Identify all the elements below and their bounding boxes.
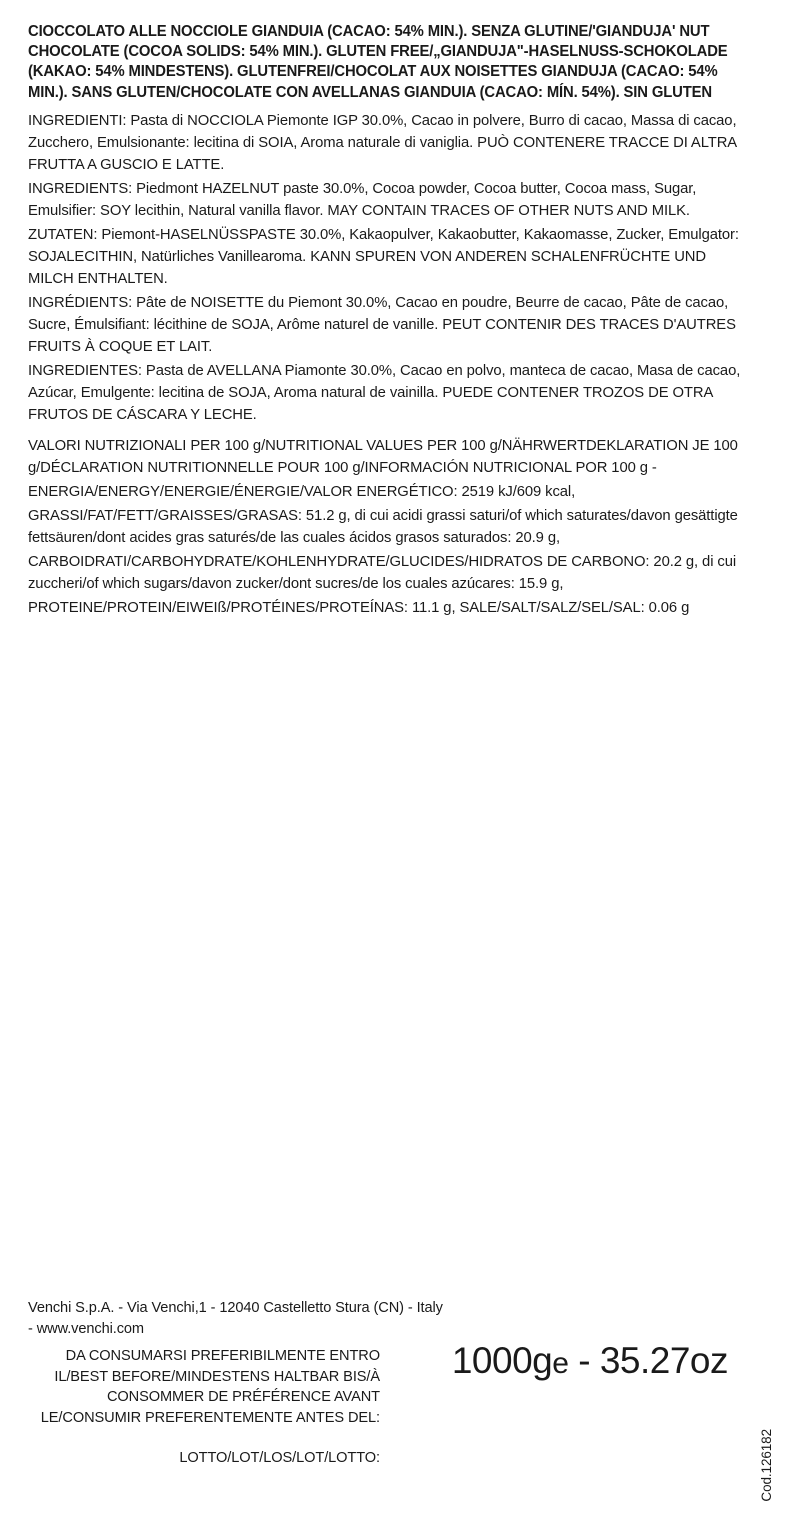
- ingredients-de: ZUTATEN: Piemont-HASELNÜSSPASTE 30.0%, Kakaopulver, Kakaobutter, Kakaomasse, Zucker, Emulgator: SOJALECITHIN, Natürliches Vanillearoma. KANN SPUREN VON ANDEREN SCHALENFRÜCHTE UND MILCH ENTHALTEN.: [28, 225, 739, 287]
- best-before-text: DA CONSUMARSI PREFERIBILMENTE ENTRO IL/BEST BEFORE/MINDESTENS HALTBAR BIS/À CONSOMMER DE PRÉFÉRENCE AVANT LE/CONSUMIR PREFERENTEMENTE ANTES DEL:: [40, 1348, 380, 1427]
- ingredients-it: INGREDIENTI: Pasta di NOCCIOLA Piemonte IGP 30.0%, Cacao in polvere, Burro di cacao, Massa di cacao, Zucchero, Emulsionante: lecitina di SOIA, Aroma naturale di vaniglia. PUÒ CONTENERE TRACCE DI ALTRA FRUTTA A GUSCIO E LATTE.: [28, 111, 737, 173]
- net-weight-grams: 1000g: [451, 1340, 553, 1381]
- ingredients-section: [28, 110, 770, 426]
- nutrition-energy: ENERGIA/ENERGY/ENERGIE/ÉNERGIE/VALOR ENERGÉTICO: 2519 kJ/609 kcal,: [28, 483, 576, 501]
- nutrition-carbohydrate: CARBOIDRATI/CARBOHYDRATE/KOHLENHYDRATE/GLUCIDES/HIDRATOS DE CARBONO: 20.2 g, di cui zuccheri/of which sugars/davon zucker/dont sucres/de los cuales azúcares: 15.9 g,: [28, 553, 737, 593]
- nutrition-heading: VALORI NUTRIZIONALI PER 100 g/NUTRITIONAL VALUES PER 100 g/NÄHRWERTDEKLARATION JE 100 g/DÉCLARATION NUTRITIONNELLE POUR 100 g/INFORMACIÓN NUTRICIONAL POR 100 g -: [28, 437, 738, 477]
- nutrition-protein-salt: PROTEINE/PROTEIN/EIWEIß/PROTÉINES/PROTEÍNAS: 11.1 g, SALE/SALT/SALZ/SEL/SAL: 0.06 g: [28, 599, 690, 617]
- product-code: Cod.126182: [759, 1429, 774, 1502]
- ingredients-en: INGREDIENTS: Piedmont HAZELNUT paste 30.0%, Cocoa powder, Cocoa butter, Cocoa mass, Sugar, Emulsifier: SOY lecithin, Natural vanilla flavor. MAY CONTAIN TRACES OF OTHER NUTS AND MILK.: [28, 179, 697, 219]
- net-weight: [452, 1340, 728, 1382]
- label-footer: [28, 1298, 774, 1508]
- nutrition-section: [28, 435, 770, 619]
- nutrition-fat: GRASSI/FAT/FETT/GRAISSES/GRASAS: 51.2 g, di cui acidi grassi saturi/of which saturates/davon gesättigte fettsäuren/dont acides gras saturés/de las cuales ácidos grasos saturados: 20.9 g,: [28, 507, 738, 547]
- lot-number-label: LOTTO/LOT/LOS/LOT/LOTTO:: [179, 1450, 380, 1466]
- ingredients-es: INGREDIENTES: Pasta de AVELLANA Piamonte 30.0%, Cacao en polvo, manteca de cacao, Masa de cacao, Azúcar, Emulgente: lecitina de SOJA, Aroma natural de vainilla. PUEDE CONTENER TROZOS DE OTRA FRUTOS DE CÁSCARA Y LECHE.: [28, 362, 741, 424]
- product-title: CIOCCOLATO ALLE NOCCIOLE GIANDUIA (CACAO: 54% MIN.). SENZA GLUTINE/'GIANDUJA' NUT CHOCOLATE (COCOA SOLIDS: 54% MIN.). GLUTEN FREE/„GIANDUJA"-HASELNUSS-SCHOKOLADE (KAKAO: 54% MINDESTENS). GLUTENFREI/CHOCOLAT AUX NOISETTES GIANDUJA (CACAO: 54% MIN.). SANS GLUTEN/CHOCOLATE CON AVELLANAS GIANDUIA (CACAO: MÍN. 54%). SIN GLUTEN: [28, 23, 728, 101]
- estimated-sign: e: [552, 1347, 569, 1380]
- company-address: Venchi S.p.A. - Via Venchi,1 - 12040 Castelletto Stura (CN) - Italy - www.venchi.com: [28, 1300, 443, 1337]
- ingredients-fr: INGRÉDIENTS: Pâte de NOISETTE du Piemont 30.0%, Cacao en poudre, Beurre de cacao, Pâte de cacao, Sucre, Émulsifiant: lécithine de SOJA, Arôme naturel de vanille. PEUT CONTENIR DES TRACES D'AUTRES FRUITS À COQUE ET LAIT.: [28, 294, 736, 356]
- net-weight-ounces: - 35.27oz: [578, 1340, 728, 1381]
